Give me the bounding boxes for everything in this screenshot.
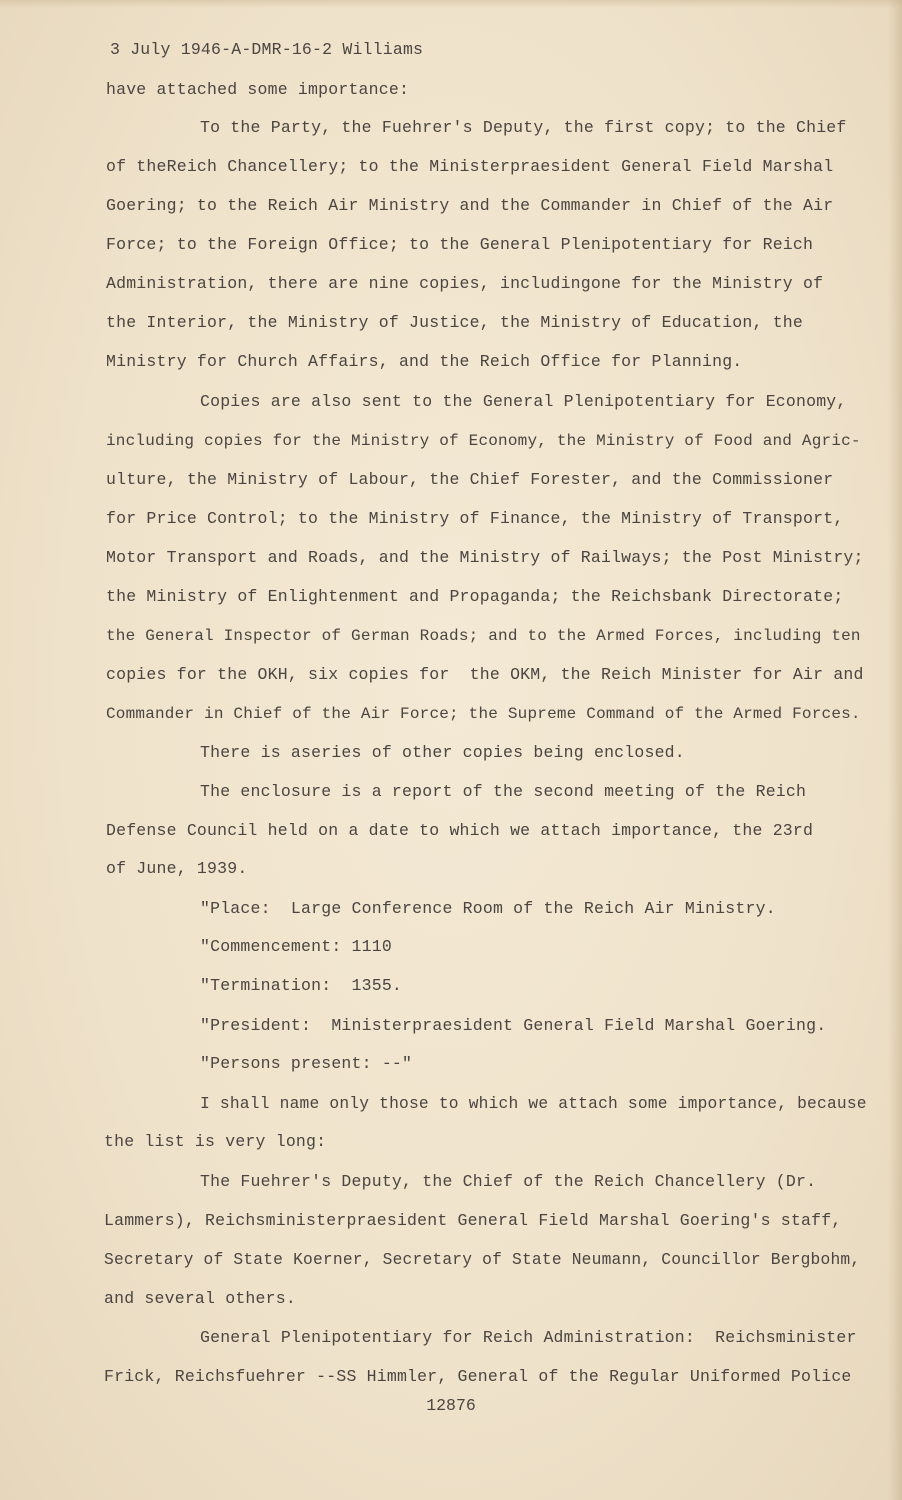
text-line: the Interior, the Ministry of Justice, the Ministry of Education, the bbox=[106, 313, 804, 332]
text-line: Administration, there are nine copies, includingone for the Ministry of bbox=[106, 274, 824, 293]
text-line: and several others. bbox=[104, 1289, 296, 1308]
text-line: The Fuehrer's Deputy, the Chief of the Reich Chancellery (Dr. bbox=[200, 1172, 817, 1191]
text-line: Copies are also sent to the General Plenipotentiary for Economy, bbox=[200, 392, 847, 411]
text-line: Defense Council held on a date to which we attach importance, the 23rd bbox=[106, 821, 814, 840]
text-line: the General Inspector of German Roads; and to the Armed Forces, including ten bbox=[106, 627, 861, 645]
text-line: General Plenipotentiary for Reich Administration: Reichsminister bbox=[200, 1328, 857, 1347]
text-line: ulture, the Ministry of Labour, the Chief Forester, and the Commissioner bbox=[106, 470, 834, 489]
text-line: The enclosure is a report of the second meeting of the Reich bbox=[200, 782, 807, 801]
text-line: Lammers), Reichsministerpraesident General Field Marshal Goering's staff, bbox=[104, 1211, 842, 1230]
text-line: have attached some importance: bbox=[106, 80, 410, 99]
text-line: "President: Ministerpraesident General Field Marshal Goering. bbox=[200, 1016, 827, 1035]
text-line: the list is very long: bbox=[104, 1132, 327, 1151]
text-line: Frick, Reichsfuehrer --SS Himmler, General of the Regular Uniformed Police bbox=[104, 1367, 852, 1386]
text-line: for Price Control; to the Ministry of Finance, the Ministry of Transport, bbox=[106, 509, 844, 528]
text-line: Force; to the Foreign Office; to the General Plenipotentiary for Reich bbox=[106, 235, 814, 254]
text-line: I shall name only those to which we attach some importance, because bbox=[200, 1094, 867, 1113]
text-line: "Persons present: --" bbox=[200, 1054, 413, 1073]
paper-top-shadow bbox=[0, 0, 902, 8]
text-line: There is aseries of other copies being enclosed. bbox=[200, 743, 685, 762]
text-line: copies for the OKH, six copies for the OKM, the Reich Minister for Air and bbox=[106, 665, 864, 684]
text-line: To the Party, the Fuehrer's Deputy, the first copy; to the Chief bbox=[200, 118, 847, 137]
paper-right-shadow bbox=[888, 0, 902, 1500]
text-line: Commander in Chief of the Air Force; the Supreme Command of the Armed Forces. bbox=[106, 705, 861, 723]
text-line: of theReich Chancellery; to the Ministerpraesident General Field Marshal bbox=[106, 157, 834, 176]
text-line: "Commencement: 1110 bbox=[200, 937, 392, 956]
text-line: Motor Transport and Roads, and the Ministry of Railways; the Post Ministry; bbox=[106, 548, 864, 567]
text-line: including copies for the Ministry of Economy, the Ministry of Food and Agric- bbox=[106, 432, 861, 450]
text-line: "Termination: 1355. bbox=[200, 976, 403, 995]
text-line: Ministry for Church Affairs, and the Reich Office for Planning. bbox=[106, 352, 743, 371]
text-line: Goering; to the Reich Air Ministry and the Commander in Chief of the Air bbox=[106, 196, 834, 215]
text-line: Secretary of State Koerner, Secretary of State Neumann, Councillor Bergbohm, bbox=[104, 1250, 861, 1269]
transcript-header: 3 July 1946-A-DMR-16-2 Williams bbox=[110, 40, 424, 59]
text-line: of June, 1939. bbox=[106, 859, 248, 878]
text-line: "Place: Large Conference Room of the Reich Air Ministry. bbox=[200, 899, 776, 918]
page-number: 12876 bbox=[426, 1396, 476, 1415]
text-line: the Ministry of Enlightenment and Propaganda; the Reichsbank Directorate; bbox=[106, 587, 844, 606]
